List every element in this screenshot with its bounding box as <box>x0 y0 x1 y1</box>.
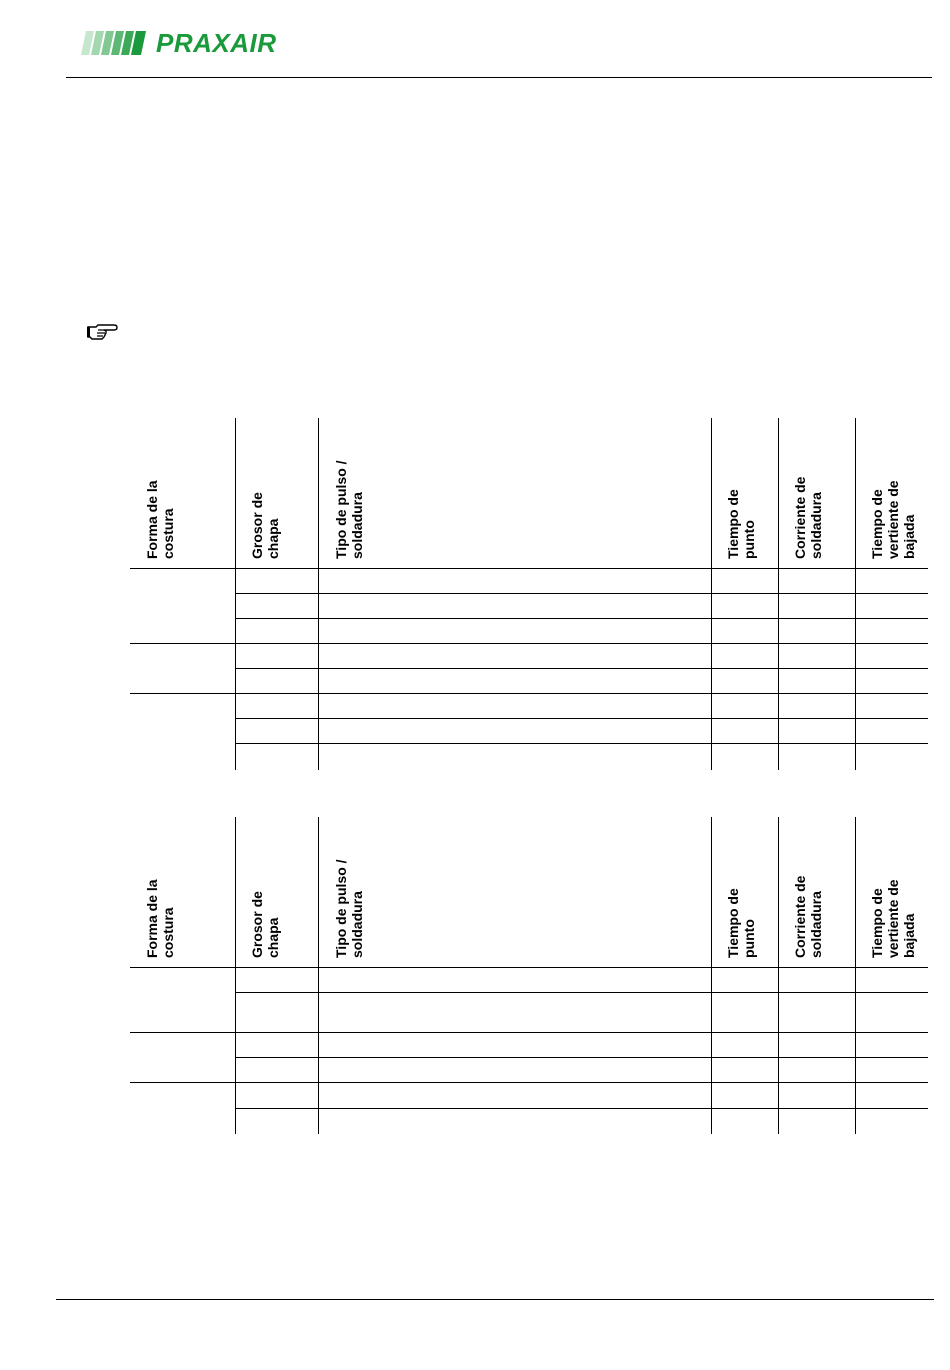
header-sheet-thickness: Grosor de chapa <box>249 891 281 958</box>
pointing-hand-icon <box>86 322 118 342</box>
header-welding-current: Corriente de soldadura <box>792 875 824 958</box>
header-rule <box>66 77 932 78</box>
header-spot-time: Tiempo de punto <box>725 489 757 559</box>
header-spot-time: Tiempo de punto <box>725 888 757 958</box>
logo-stripes-icon <box>80 29 152 57</box>
footer-rule <box>56 1299 934 1300</box>
header-welding-current: Corriente de soldadura <box>792 476 824 559</box>
settings-table-2 <box>130 817 930 1134</box>
praxair-logo <box>80 29 305 57</box>
header-pulse-type: Tipo de pulso / soldadura <box>333 460 365 559</box>
header-downslope-time: Tiempo de vertiente de bajada <box>869 480 917 559</box>
header-sheet-thickness: Grosor de chapa <box>249 492 281 559</box>
header-seam-shape: Forma de la costura <box>144 879 176 958</box>
header-seam-shape: Forma de la costura <box>144 480 176 559</box>
header-pulse-type: Tipo de pulso / soldadura <box>333 859 365 958</box>
brand-name: PRAXAIR <box>156 28 277 58</box>
header-downslope-time: Tiempo de vertiente de bajada <box>869 879 917 958</box>
settings-table-1 <box>130 418 930 770</box>
